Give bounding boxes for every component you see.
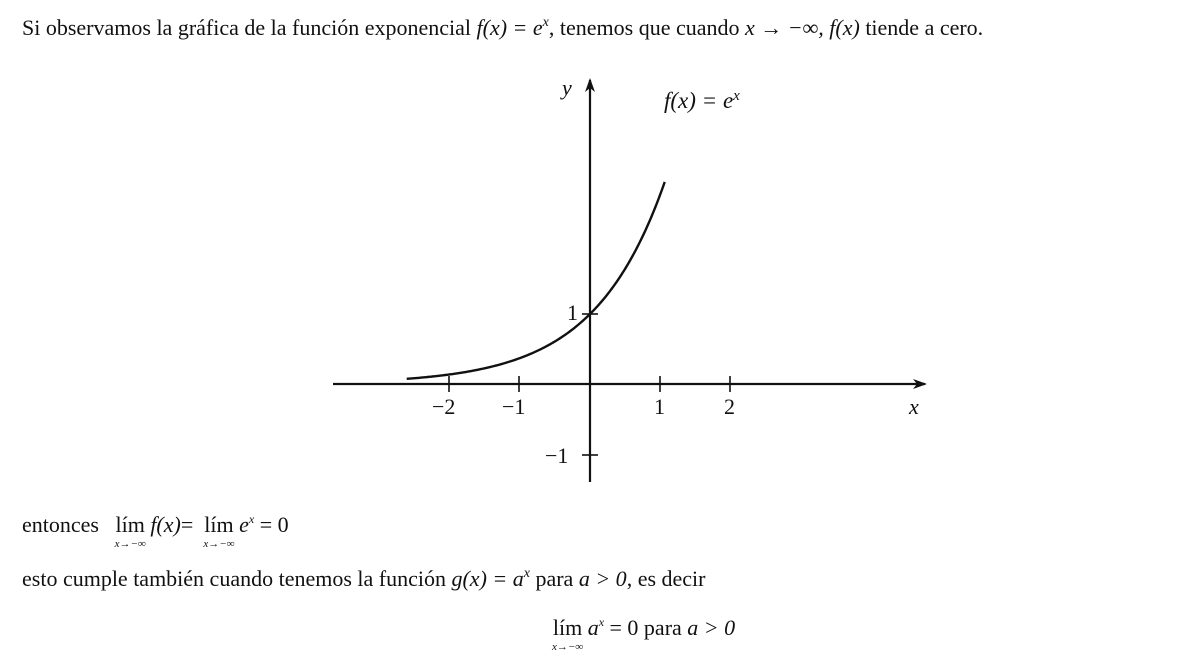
x-axis-label: x xyxy=(909,394,919,419)
limit1-result: = 0 xyxy=(259,512,289,537)
paragraph-2 xyxy=(22,567,705,590)
limit-line-2 xyxy=(0,615,1196,653)
limit-line-1 xyxy=(22,512,289,550)
limit1-fx: f(x) xyxy=(150,512,181,537)
limit1-eq: = xyxy=(180,512,194,537)
para2-gx: g(x) = a xyxy=(451,566,524,591)
limit2-lim: lím x→−∞ xyxy=(551,615,584,653)
limit1-e: e xyxy=(239,512,249,537)
limit1-lim-2: lím x→−∞ xyxy=(203,512,235,550)
limit2-exp: x xyxy=(598,615,605,629)
intro-fx: f(x) xyxy=(829,15,860,40)
para2-text-b: para xyxy=(529,566,579,591)
intro-text-b: , tenemos que cuando xyxy=(548,15,745,40)
exp-curve xyxy=(407,182,665,379)
limit2-base: a xyxy=(587,615,599,640)
x-tick-label-neg1: −1 xyxy=(502,394,526,419)
limit1-lim: lím x→−∞ xyxy=(114,512,146,550)
para2-gx-exp: x xyxy=(523,566,530,581)
limit2-result: = 0 para xyxy=(609,615,688,640)
x-tick-label-2: 2 xyxy=(724,394,735,419)
limit1-prefix: entonces xyxy=(22,512,99,537)
intro-func: f(x) = e xyxy=(476,15,543,40)
y-tick-label-1: 1 xyxy=(567,300,578,325)
y-axis-label: y xyxy=(562,75,572,100)
y-tick-label-neg1: −1 xyxy=(545,443,569,468)
intro-arrow: x → −∞, xyxy=(744,15,830,40)
curve-label: $f(x) = e^x$ xyxy=(664,88,740,113)
intro-text-a: Si observamos la gráfica de la función exponencial xyxy=(22,15,477,40)
intro-text-c: tiende a cero. xyxy=(859,15,984,40)
limit2-cond: a > 0 xyxy=(687,615,736,640)
para2-cond: a > 0 xyxy=(578,566,627,591)
para2-text-c: , es decir xyxy=(626,566,706,591)
x-tick-label-1: 1 xyxy=(654,394,665,419)
x-tick-label-neg2: −2 xyxy=(432,394,456,419)
intro-exp: x xyxy=(542,15,549,30)
para2-text-a: esto cumple también cuando tenemos la función xyxy=(22,566,452,591)
limit1-exp: x xyxy=(248,512,255,526)
